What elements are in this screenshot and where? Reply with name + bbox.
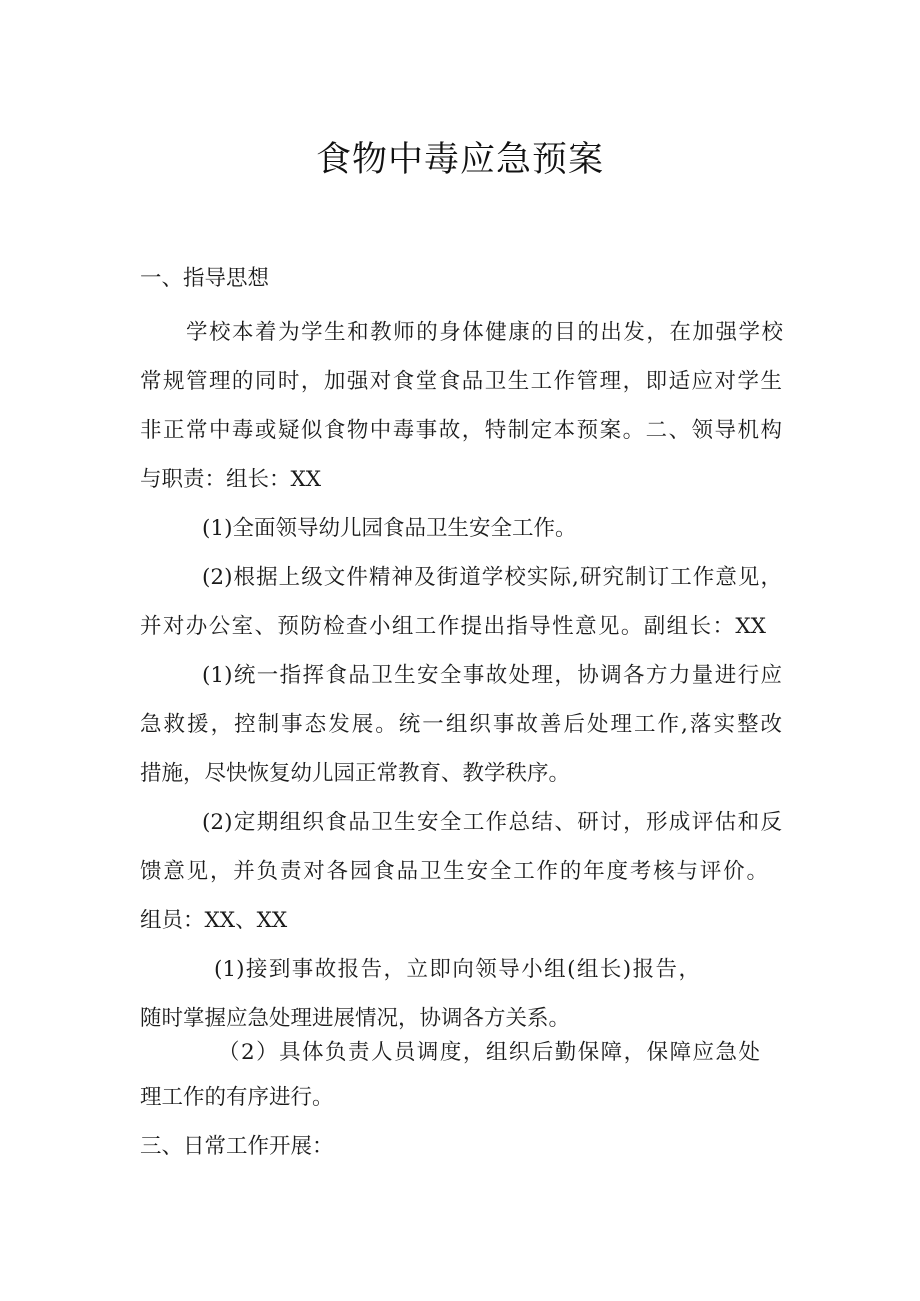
paragraph-line: 急救援，控制事态发展。统一组织事故善后处理工作,落实整改 xyxy=(140,712,782,737)
paragraph-line: 常规管理的同时，加强对食堂食品卫生工作管理，即适应对学生 xyxy=(140,369,782,394)
list-item: (1)统一指挥食品卫生安全事故处理，协调各方力量进行应 xyxy=(202,663,782,688)
section-heading-daily-work: 三、日常工作开展： xyxy=(140,1134,334,1159)
paragraph-line: 措施，尽快恢复幼儿园正常教育、教学秩序。 xyxy=(140,761,571,786)
paragraph-line: 并对办公室、预防检查小组工作提出指导性意见。副组长：XX xyxy=(140,614,766,639)
document-title: 食物中毒应急预案 xyxy=(315,140,604,180)
list-item: (1)接到事故报告，立即向领导小组(组长)报告， xyxy=(214,957,700,982)
paragraph-line: 与职责：组长：XX xyxy=(140,467,322,492)
paragraph-line: 理工作的有序进行。 xyxy=(140,1085,334,1110)
paragraph-line: 馈意见，并负责对各园食品卫生安全工作的年度考核与评价。 xyxy=(140,859,768,884)
paragraph-line: 非正常中毒或疑似食物中毒事故，特制定本预案。二、领导机构 xyxy=(140,418,782,443)
list-item: (1)全面领导幼儿园食品卫生安全工作。 xyxy=(202,516,577,541)
paragraph-line: 随时掌握应急处理进展情况，协调各方关系。 xyxy=(140,1006,571,1031)
paragraph-line: 组员：XX、XX xyxy=(140,908,288,933)
list-item: (2)定期组织食品卫生安全工作总结、研讨，形成评估和反 xyxy=(202,810,782,835)
section-heading-guiding-ideology: 一、指导思想 xyxy=(140,266,270,291)
paragraph-line: 学校本着为学生和教师的身体健康的目的出发，在加强学校 xyxy=(186,320,783,345)
list-item: （2）具体负责人员调度，组织后勤保障，保障应急处 xyxy=(218,1040,760,1065)
list-item: (2)根据上级文件精神及街道学校实际,研究制订工作意见， xyxy=(202,565,782,590)
